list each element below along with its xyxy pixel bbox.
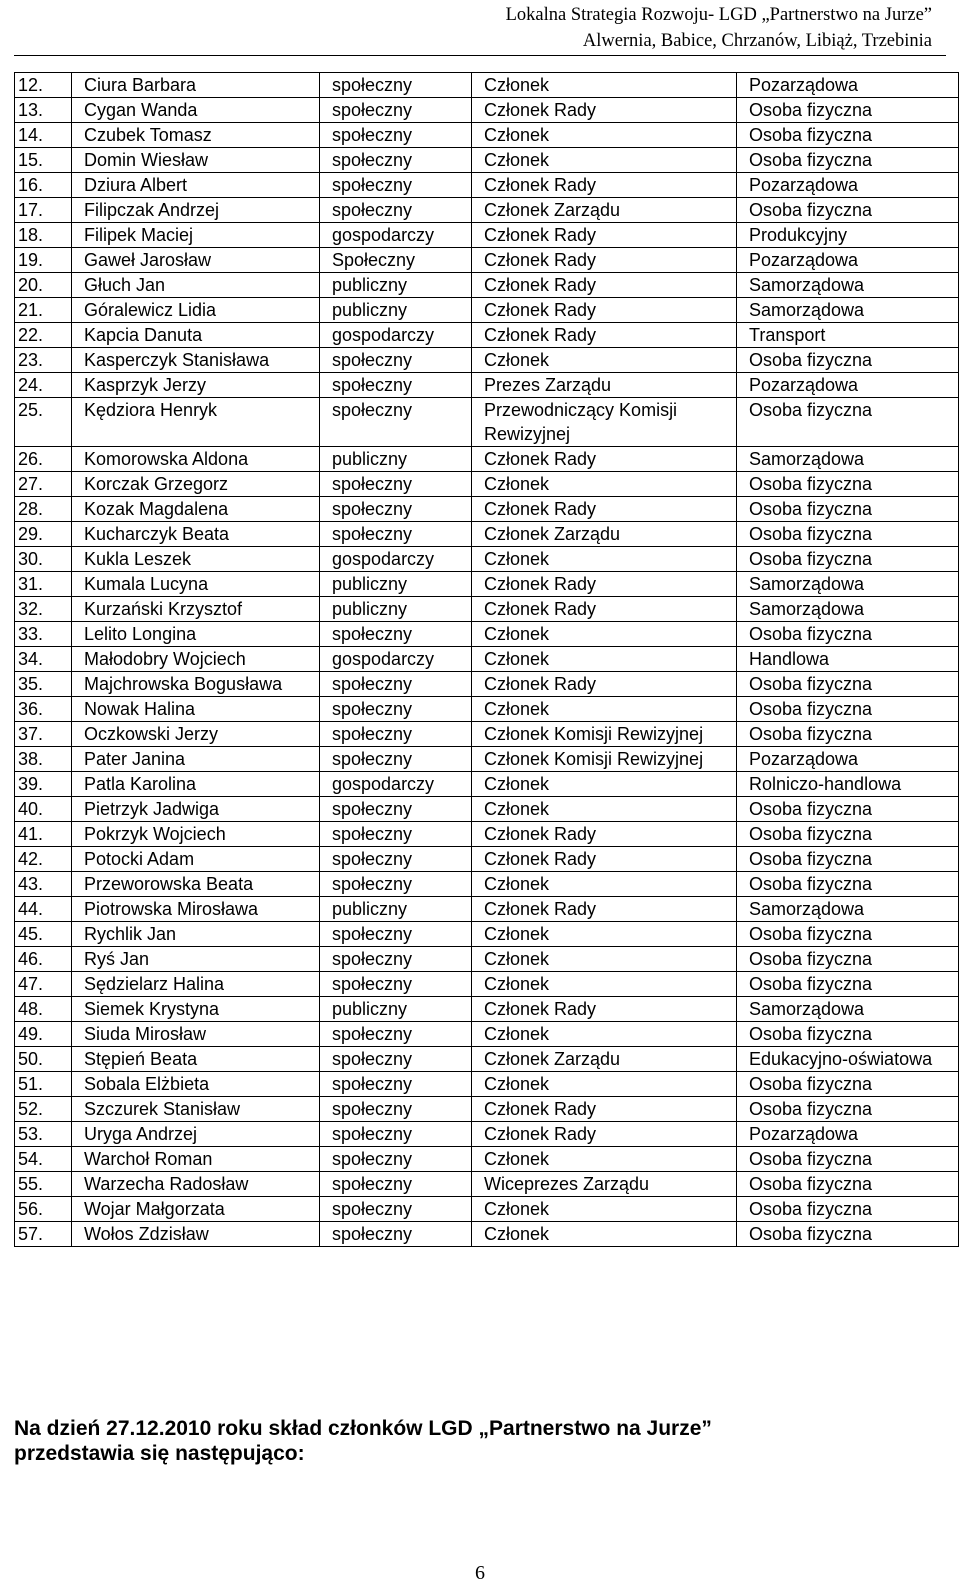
member-sector: publiczny [320,597,472,622]
member-name: Nowak Halina [72,697,320,722]
member-sector: społeczny [320,73,472,98]
member-number: 35. [15,672,72,697]
member-type: Pozarządowa [737,1122,959,1147]
member-type: Pozarządowa [737,747,959,772]
composition-note-line-2: przedstawia się następująco: [14,1442,305,1465]
member-type: Osoba fizyczna [737,672,959,697]
table-row [15,797,959,822]
table-row [15,148,959,173]
table-row [15,1047,959,1072]
member-number: 16. [15,173,72,198]
member-number: 50. [15,1047,72,1072]
member-role: Członek Rady [472,248,737,273]
member-number: 28. [15,497,72,522]
member-number: 48. [15,997,72,1022]
member-name: Pokrzyk Wojciech [72,822,320,847]
table-row [15,947,959,972]
member-number: 46. [15,947,72,972]
member-number: 49. [15,1022,72,1047]
member-type: Osoba fizyczna [737,1072,959,1097]
member-name: Wołos Zdzisław [72,1222,320,1247]
member-name: Ryś Jan [72,947,320,972]
member-role: Członek Rady [472,98,737,123]
member-name: Warchoł Roman [72,1147,320,1172]
member-sector: społeczny [320,797,472,822]
member-sector: publiczny [320,273,472,298]
table-row [15,622,959,647]
composition-note-line-1: Na dzień 27.12.2010 roku skład członków LGD „Partnerstwo na Jurze” [14,1417,712,1440]
member-sector: społeczny [320,822,472,847]
member-name: Komorowska Aldona [72,447,320,472]
member-role: Członek [472,1147,737,1172]
member-name: Małodobry Wojciech [72,647,320,672]
member-sector: publiczny [320,897,472,922]
member-type: Samorządowa [737,597,959,622]
member-sector: społeczny [320,672,472,697]
member-type: Osoba fizyczna [737,797,959,822]
member-role: Prezes Zarządu [472,373,737,398]
member-type: Osoba fizyczna [737,522,959,547]
member-sector: społeczny [320,1122,472,1147]
member-name: Ciura Barbara [72,73,320,98]
member-number: 15. [15,148,72,173]
member-type: Osoba fizyczna [737,922,959,947]
member-type: Transport [737,323,959,348]
member-name: Wojar Małgorzata [72,1197,320,1222]
member-role: Członek Rady [472,597,737,622]
member-role: Członek Zarządu [472,198,737,223]
table-row [15,847,959,872]
member-sector: społeczny [320,1222,472,1247]
table-row [15,872,959,897]
table-row [15,1222,959,1247]
member-role: Członek Rady [472,672,737,697]
member-type: Produkcyjny [737,223,959,248]
table-row [15,1022,959,1047]
member-sector: publiczny [320,997,472,1022]
table-row [15,1172,959,1197]
member-name: Korczak Grzegorz [72,472,320,497]
member-name: Głuch Jan [72,273,320,298]
member-sector: społeczny [320,123,472,148]
member-sector: społeczny [320,198,472,223]
member-name: Sobala Elżbieta [72,1072,320,1097]
member-sector: gospodarczy [320,647,472,672]
member-sector: społeczny [320,1172,472,1197]
member-name: Kukla Leszek [72,547,320,572]
member-name: Szczurek Stanisław [72,1097,320,1122]
member-role: Członek [472,947,737,972]
member-type: Osoba fizyczna [737,398,959,447]
member-name: Siuda Mirosław [72,1022,320,1047]
member-role: Członek Rady [472,572,737,597]
table-row [15,1072,959,1097]
member-role: Członek Komisji Rewizyjnej [472,747,737,772]
member-name: Stępień Beata [72,1047,320,1072]
member-sector: społeczny [320,1022,472,1047]
member-type: Osoba fizyczna [737,1097,959,1122]
member-role: Członek [472,1222,737,1247]
member-name: Warzecha Radosław [72,1172,320,1197]
member-type: Osoba fizyczna [737,198,959,223]
member-name: Cygan Wanda [72,98,320,123]
composition-note [14,1416,934,1466]
table-row [15,398,959,447]
member-number: 22. [15,323,72,348]
table-row [15,747,959,772]
member-type: Samorządowa [737,897,959,922]
member-name: Kędziora Henryk [72,398,320,447]
member-number: 31. [15,572,72,597]
member-name: Rychlik Jan [72,922,320,947]
member-number: 53. [15,1122,72,1147]
member-name: Sędzielarz Halina [72,972,320,997]
member-role: Członek [472,772,737,797]
member-name: Kasperczyk Stanisława [72,348,320,373]
member-role: Członek Zarządu [472,1047,737,1072]
member-type: Osoba fizyczna [737,497,959,522]
member-number: 41. [15,822,72,847]
member-type: Osoba fizyczna [737,972,959,997]
member-number: 44. [15,897,72,922]
header-divider [14,55,946,56]
member-role: Członek Rady [472,1122,737,1147]
member-type: Samorządowa [737,447,959,472]
header-title: Lokalna Strategia Rozwoju- LGD „Partnerstwo na Jurze” [505,5,932,25]
member-type: Osoba fizyczna [737,1147,959,1172]
member-role: Członek Rady [472,323,737,348]
member-type: Pozarządowa [737,173,959,198]
table-row [15,597,959,622]
member-number: 42. [15,847,72,872]
table-row [15,173,959,198]
member-sector: gospodarczy [320,547,472,572]
member-name: Góralewicz Lidia [72,298,320,323]
member-type: Osoba fizyczna [737,722,959,747]
member-sector: społeczny [320,1072,472,1097]
member-number: 57. [15,1222,72,1247]
member-role: Członek [472,73,737,98]
member-name: Domin Wiesław [72,148,320,173]
member-sector: społeczny [320,1047,472,1072]
member-role: Członek [472,1197,737,1222]
member-sector: społeczny [320,472,472,497]
member-number: 32. [15,597,72,622]
member-number: 23. [15,348,72,373]
member-name: Kasprzyk Jerzy [72,373,320,398]
member-type: Osoba fizyczna [737,847,959,872]
member-type: Osoba fizyczna [737,947,959,972]
table-row [15,73,959,98]
member-name: Piotrowska Mirosława [72,897,320,922]
table-row [15,922,959,947]
member-sector: społeczny [320,947,472,972]
member-number: 36. [15,697,72,722]
member-role: Przewodniczący Komisji Rewizyjnej [472,398,737,447]
table-row [15,672,959,697]
table-row [15,572,959,597]
member-role: Członek [472,348,737,373]
member-type: Osoba fizyczna [737,822,959,847]
member-type: Osoba fizyczna [737,1022,959,1047]
member-type: Osoba fizyczna [737,348,959,373]
member-number: 30. [15,547,72,572]
member-sector: społeczny [320,348,472,373]
member-number: 55. [15,1172,72,1197]
member-number: 27. [15,472,72,497]
member-sector: społeczny [320,373,472,398]
table-row [15,98,959,123]
member-role: Członek Rady [472,822,737,847]
member-role: Członek Zarządu [472,522,737,547]
table-row [15,1122,959,1147]
members-table [14,72,959,1247]
table-row [15,323,959,348]
member-type: Pozarządowa [737,73,959,98]
member-role: Członek [472,1072,737,1097]
member-role: Członek [472,797,737,822]
member-type: Rolniczo-handlowa [737,772,959,797]
member-type: Osoba fizyczna [737,472,959,497]
member-sector: społeczny [320,1147,472,1172]
member-sector: publiczny [320,572,472,597]
member-sector: społeczny [320,398,472,447]
member-sector: gospodarczy [320,323,472,348]
member-role: Członek Rady [472,997,737,1022]
member-sector: społeczny [320,922,472,947]
member-type: Pozarządowa [737,373,959,398]
member-type: Osoba fizyczna [737,872,959,897]
member-role: Członek [472,1022,737,1047]
member-name: Kumala Lucyna [72,572,320,597]
table-row [15,497,959,522]
member-number: 56. [15,1197,72,1222]
member-role: Członek [472,647,737,672]
table-row [15,273,959,298]
table-row [15,997,959,1022]
table-row [15,697,959,722]
table-row [15,822,959,847]
member-type: Edukacyjno-oświatowa [737,1047,959,1072]
member-number: 47. [15,972,72,997]
page-number: 6 [475,1562,485,1584]
member-number: 14. [15,123,72,148]
member-name: Siemek Krystyna [72,997,320,1022]
table-row [15,298,959,323]
member-sector: Społeczny [320,248,472,273]
table-row [15,547,959,572]
member-type: Osoba fizyczna [737,1222,959,1247]
member-sector: społeczny [320,972,472,997]
member-type: Samorządowa [737,273,959,298]
member-sector: społeczny [320,1197,472,1222]
member-type: Osoba fizyczna [737,1172,959,1197]
member-number: 38. [15,747,72,772]
member-name: Pietrzyk Jadwiga [72,797,320,822]
member-sector: społeczny [320,522,472,547]
member-type: Samorządowa [737,298,959,323]
member-type: Osoba fizyczna [737,148,959,173]
member-sector: społeczny [320,722,472,747]
table-row [15,472,959,497]
member-sector: gospodarczy [320,772,472,797]
member-sector: społeczny [320,98,472,123]
member-name: Uryga Andrzej [72,1122,320,1147]
member-number: 24. [15,373,72,398]
member-number: 29. [15,522,72,547]
table-row [15,722,959,747]
member-type: Osoba fizyczna [737,1197,959,1222]
member-number: 51. [15,1072,72,1097]
member-sector: publiczny [320,447,472,472]
table-row [15,972,959,997]
member-number: 33. [15,622,72,647]
member-name: Filipczak Andrzej [72,198,320,223]
member-role: Członek Rady [472,897,737,922]
member-number: 13. [15,98,72,123]
member-name: Kapcia Danuta [72,323,320,348]
member-role: Członek Rady [472,447,737,472]
member-sector: społeczny [320,173,472,198]
member-number: 37. [15,722,72,747]
member-name: Oczkowski Jerzy [72,722,320,747]
member-role: Wiceprezes Zarządu [472,1172,737,1197]
table-row [15,772,959,797]
table-row [15,447,959,472]
member-number: 54. [15,1147,72,1172]
member-role: Członek [472,148,737,173]
member-type: Pozarządowa [737,248,959,273]
table-row [15,897,959,922]
member-role: Członek Rady [472,223,737,248]
member-role: Członek Rady [472,1097,737,1122]
member-type: Osoba fizyczna [737,98,959,123]
member-role: Członek Komisji Rewizyjnej [472,722,737,747]
member-role: Członek [472,622,737,647]
member-sector: gospodarczy [320,223,472,248]
table-row [15,1097,959,1122]
page-header [506,2,932,54]
member-number: 12. [15,73,72,98]
member-number: 40. [15,797,72,822]
member-sector: społeczny [320,872,472,897]
table-row [15,647,959,672]
member-type: Osoba fizyczna [737,547,959,572]
member-number: 34. [15,647,72,672]
table-row [15,373,959,398]
member-number: 19. [15,248,72,273]
member-type: Samorządowa [737,997,959,1022]
table-row [15,348,959,373]
member-number: 25. [15,398,72,447]
member-name: Kozak Magdalena [72,497,320,522]
member-role: Członek [472,972,737,997]
member-name: Potocki Adam [72,847,320,872]
header-municipalities: Alwernia, Babice, Chrzanów, Libiąż, Trzebinia [582,31,932,51]
member-number: 45. [15,922,72,947]
table-row [15,248,959,273]
member-type: Osoba fizyczna [737,123,959,148]
member-name: Gaweł Jarosław [72,248,320,273]
member-sector: społeczny [320,1097,472,1122]
member-type: Handlowa [737,647,959,672]
member-role: Członek Rady [472,497,737,522]
member-role: Członek Rady [472,273,737,298]
member-number: 26. [15,447,72,472]
member-role: Członek Rady [472,298,737,323]
member-type: Samorządowa [737,572,959,597]
table-row [15,223,959,248]
member-sector: społeczny [320,847,472,872]
member-role: Członek Rady [472,847,737,872]
member-name: Filipek Maciej [72,223,320,248]
member-type: Osoba fizyczna [737,697,959,722]
member-role: Członek [472,123,737,148]
member-name: Przeworowska Beata [72,872,320,897]
members-table-body [15,73,959,1247]
member-number: 52. [15,1097,72,1122]
member-role: Członek [472,697,737,722]
table-row [15,522,959,547]
member-role: Członek Rady [472,173,737,198]
member-role: Członek [472,872,737,897]
member-type: Osoba fizyczna [737,622,959,647]
member-sector: społeczny [320,148,472,173]
member-role: Członek [472,472,737,497]
member-name: Kucharczyk Beata [72,522,320,547]
member-sector: publiczny [320,298,472,323]
member-name: Majchrowska Bogusława [72,672,320,697]
member-sector: społeczny [320,497,472,522]
member-role: Członek [472,922,737,947]
member-name: Pater Janina [72,747,320,772]
table-row [15,198,959,223]
member-sector: społeczny [320,622,472,647]
member-number: 21. [15,298,72,323]
member-number: 18. [15,223,72,248]
member-sector: społeczny [320,747,472,772]
member-number: 43. [15,872,72,897]
member-sector: społeczny [320,697,472,722]
member-number: 20. [15,273,72,298]
table-row [15,1147,959,1172]
member-role: Członek [472,547,737,572]
member-name: Kurzański Krzysztof [72,597,320,622]
member-number: 39. [15,772,72,797]
member-name: Lelito Longina [72,622,320,647]
member-name: Czubek Tomasz [72,123,320,148]
table-row [15,1197,959,1222]
table-row [15,123,959,148]
member-number: 17. [15,198,72,223]
member-name: Dziura Albert [72,173,320,198]
member-name: Patla Karolina [72,772,320,797]
